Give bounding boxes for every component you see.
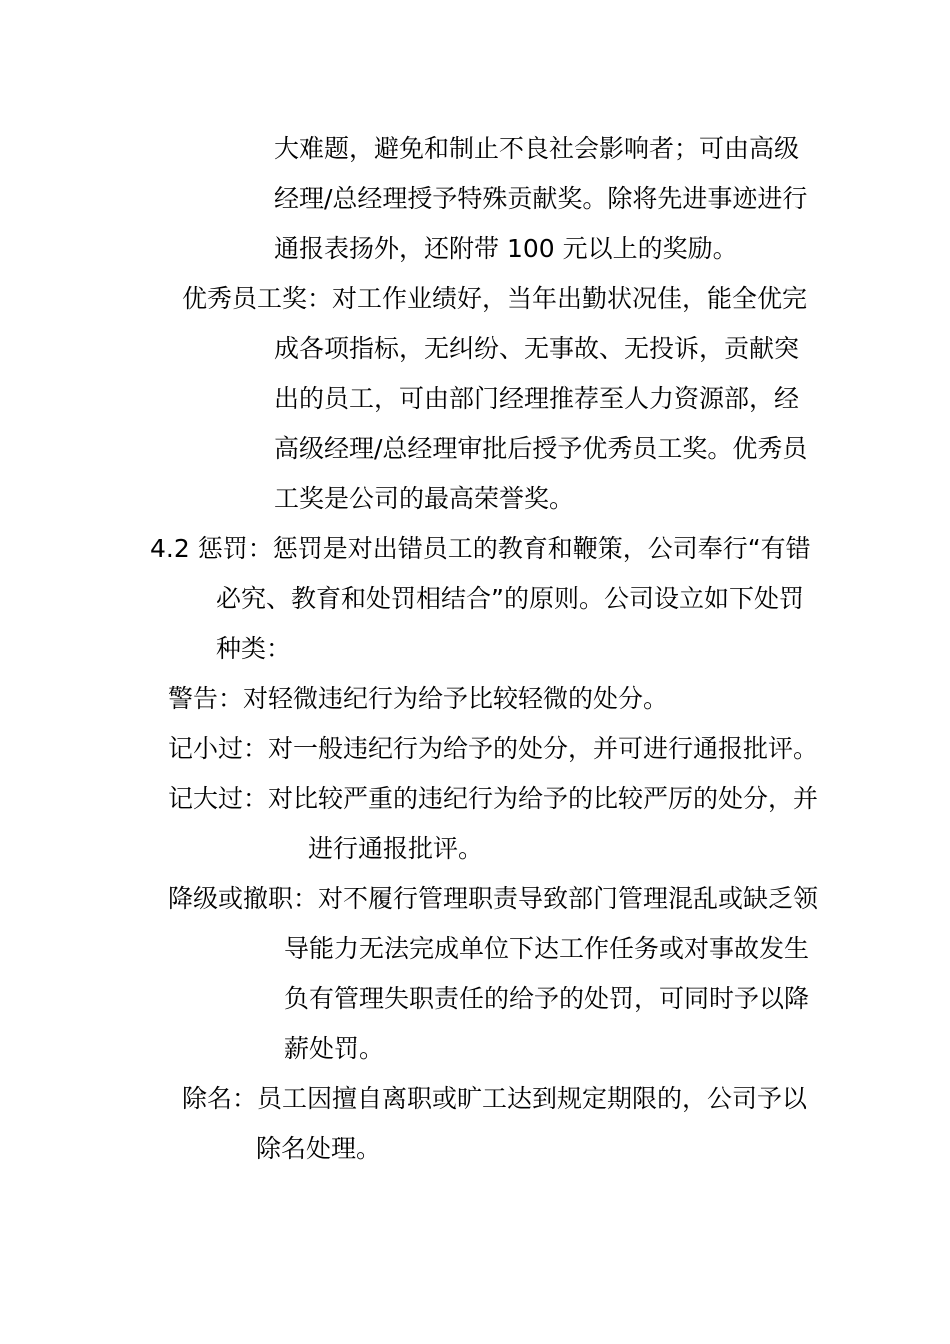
text-line: 薪处罚。	[284, 1034, 385, 1063]
text-line: 种类：	[216, 634, 292, 663]
text-line: 记大过：对比较严重的违纪行为给予的比较严厉的处分，并	[168, 784, 819, 813]
text-line: 负有管理失职责任的给予的处罚，可同时予以降	[284, 984, 810, 1013]
section-heading-line: 4.2 惩罚：惩罚是对出错员工的教育和鞭策，公司奉行“有错	[150, 534, 811, 563]
text-line: 除名处理。	[256, 1134, 382, 1163]
text-line: 除名：员工因擅自离职或旷工达到规定期限的，公司予以	[182, 1084, 808, 1113]
text-line: 警告：对轻微违纪行为给予比较轻微的处分。	[168, 684, 669, 713]
text-line: 通报表扬外，还附带 100 元以上的奖励。	[274, 234, 738, 263]
text-line: 高级经理/总经理审批后授予优秀员工奖。优秀员	[274, 434, 808, 463]
text-line: 大难题，避免和制止不良社会影响者；可由高级	[274, 134, 800, 163]
text-line: 记小过：对一般违纪行为给予的处分，并可进行通报批评。	[168, 734, 819, 763]
text-line: 进行通报批评。	[308, 834, 484, 863]
text-line: 优秀员工奖：对工作业绩好，当年出勤状况佳，能全优完	[182, 284, 808, 313]
text-line: 降级或撤职：对不履行管理职责导致部门管理混乱或缺乏领	[168, 884, 819, 913]
text-line: 导能力无法完成单位下达工作任务或对事故发生	[284, 934, 810, 963]
text-line: 经理/总经理授予特殊贡献奖。除将先进事迹进行	[274, 184, 808, 213]
text-line: 工奖是公司的最高荣誉奖。	[274, 484, 575, 513]
text-line: 必究、教育和处罚相结合”的原则。公司设立如下处罚	[216, 584, 804, 613]
text-line: 出的员工，可由部门经理推荐至人力资源部，经	[274, 384, 800, 413]
text-line: 成各项指标，无纠纷、无事故、无投诉，贡献突	[274, 334, 800, 363]
